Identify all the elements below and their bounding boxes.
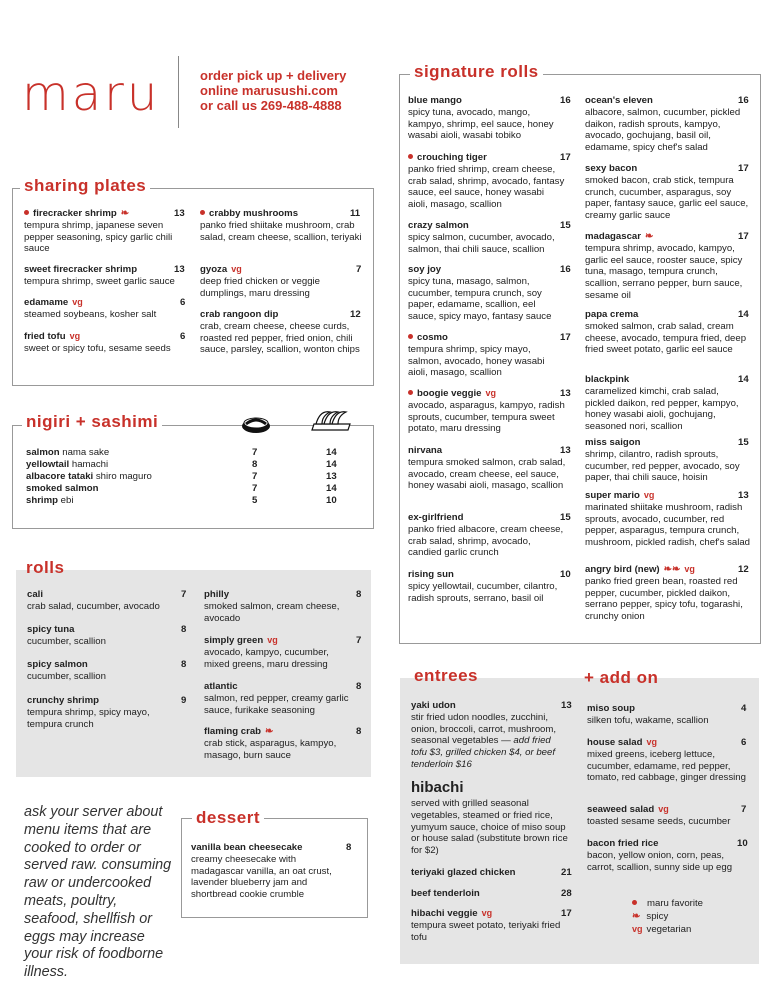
hibachi-title: hibachi — [411, 779, 464, 796]
legend-favorite: maru favorite — [632, 897, 703, 910]
vegetarian-icon: vg — [632, 924, 643, 934]
nigiri-price: 8 — [252, 459, 258, 470]
menu-item: bacon fried rice bacon, yellow onion, corn, peas, carrot, scallion, sunny side up egg 10 — [587, 838, 748, 873]
menu-item: crabby mushrooms panko fried shiitake mushroom, crab salad, cream cheese, scallion, teriyaki 11 — [200, 208, 362, 243]
contact-block — [200, 68, 346, 113]
menu-item: blackpink caramelized kimchi, crab salad, pickled daikon, red pepper, kampyo, honey wasabi aioli, gochujang, seasoned nori, scallion 14 — [585, 374, 749, 433]
menu-item: beef tenderloin 28 — [411, 888, 572, 899]
header-divider — [178, 56, 179, 128]
vegetarian-icon: vg — [69, 331, 81, 341]
nigiri-row: smoked salmon — [26, 483, 99, 494]
sashimi-price: 14 — [326, 447, 337, 458]
favorite-dot-icon — [408, 390, 413, 395]
menu-item: crouching tiger panko fried shrimp, cream cheese, crab salad, shrimp, avocado, fantasy sauce, eel sauce, honey wasabi aioli, masago, scallion 17 — [408, 152, 571, 211]
menu-item: teriyaki glazed chicken 21 — [411, 867, 572, 878]
sashimi-price: 14 — [326, 459, 337, 470]
menu-item: super mario vg marinated shiitake mushroom, radish sprouts, avocado, cucumber, red pepper, asparagus, tempura crunch, mushroom, pickled radish, chef's salad 13 — [585, 490, 751, 549]
favorite-dot-icon — [408, 334, 413, 339]
sashimi-price: 14 — [326, 483, 337, 494]
contact-line-online[interactable]: online marusushi.com — [200, 83, 338, 98]
menu-item: miso soup silken tofu, wakame, scallion 4 — [587, 703, 747, 726]
favorite-dot-icon — [408, 154, 413, 159]
menu-item: yaki udon stir fried udon noodles, zucchini, onion, broccoli, carrot, mushroom, seasonal vegetables — add fried tofu $3, grilled chicken $4, or beef tenderloin $16 13 — [411, 700, 572, 770]
chili-icon: ❧ — [645, 231, 654, 242]
menu-item: gyoza vg deep fried chicken or veggie dumplings, maru dressing 7 — [200, 264, 362, 299]
chili-icon: ❧ — [120, 208, 130, 219]
menu-item: hibachi veggie vg tempura sweet potato, teriyaki fried tofu 17 — [411, 908, 572, 943]
menu-item: sexy bacon smoked bacon, crab stick, tempura crunch, cucumber, asparagus, soy paper, fantasy sauce, garlic eel sauce, creamy garlic sauce 17 — [585, 163, 749, 222]
menu-item: house salad vg mixed greens, iceberg lettuce, cucumber, edamame, red pepper, tomato, red cabbage, ginger dressing 6 — [587, 737, 747, 784]
vegetarian-icon: vg — [267, 635, 278, 645]
legend-vegetarian: vg vegetarian — [632, 924, 692, 935]
nigiri-price: 5 — [252, 495, 258, 506]
sharing-plates-title: sharing plates — [20, 176, 150, 196]
maru-logo: maru — [22, 66, 161, 122]
menu-item: sweet firecracker shrimp tempura shrimp, sweet garlic sauce 13 — [24, 264, 185, 287]
nigiri-row: yellowtail hamachi — [26, 459, 109, 470]
menu-item: crunchy shrimp tempura shrimp, spicy mayo, tempura crunch 9 — [27, 695, 187, 730]
addon-title: + add on — [584, 668, 659, 687]
vegetarian-icon: vg — [231, 264, 242, 274]
nigiri-row: albacore tataki shiro maguro — [26, 471, 152, 482]
menu-item: seaweed salad vg toasted sesame seeds, cucumber 7 — [587, 804, 747, 827]
sashimi-price: 13 — [326, 471, 337, 482]
favorite-dot-icon — [200, 210, 205, 215]
menu-item: cosmo tempura shrimp, spicy mayo, salmon, avocado, honey wasabi aioli, masago, scallion 17 — [408, 332, 571, 379]
menu-item: simply green vg avocado, kampyo, cucumber, mixed greens, maru dressing 7 — [204, 635, 362, 670]
favorite-dot-icon — [632, 900, 637, 905]
sashimi-icon — [308, 406, 354, 434]
menu-item: papa crema smoked salmon, crab salad, cream cheese, avocado, tempura fried, deep fried sweet potato, garlic eel sauce 14 — [585, 309, 749, 356]
menu-item: nirvana tempura smoked salmon, crab salad, avocado, cream cheese, eel sauce, honey wasabi aioli, masago, scallion 13 — [408, 445, 571, 492]
menu-item: fried tofu vg sweet or spicy tofu, sesame seeds 6 — [24, 331, 186, 354]
nigiri-row: shrimp ebi — [26, 495, 74, 506]
chili-icon: ❧❧ — [663, 564, 681, 575]
rolls-title: rolls — [26, 558, 65, 577]
legend-spicy: ❧ spicy — [632, 911, 669, 922]
contact-line-pickup: order pick up + delivery — [200, 68, 347, 83]
vegetarian-icon: vg — [72, 297, 83, 307]
menu-item: miss saigon shrimp, cilantro, radish sprouts, cucumber, red pepper, avocado, soy paper, thai chili sauce, hoisin 15 — [585, 437, 749, 484]
nigiri-price: 7 — [252, 483, 258, 494]
vegetarian-icon: vg — [485, 388, 497, 398]
nigiri-price: 7 — [252, 471, 258, 482]
menu-item: ex-girlfriend panko fried albacore, cream cheese, crab salad, shrimp, avocado, candied garlic crunch 15 — [408, 512, 571, 559]
menu-item: flaming crab ❧ crab stick, asparagus, kampyo, masago, burn sauce 8 — [204, 726, 362, 761]
menu-item: madagascar ❧ tempura shrimp, avocado, kampyo, garlic eel sauce, rooster sauce, spicy tuna, masago, tempura crunch, scallion, serrano pepper, burn sauce, sesame oil 17 — [585, 231, 749, 301]
menu-item: philly smoked salmon, cream cheese, avocado 8 — [204, 589, 362, 624]
hibachi-description: served with grilled seasonal vegetables, steamed or fried rice, yumyum sauce, choice of miso soup or house salad (substitute brown rice for $2) — [411, 798, 568, 857]
menu-item: edamame vg steamed soybeans, kosher salt 6 — [24, 297, 186, 320]
chili-icon: ❧ — [265, 726, 274, 737]
food-safety-notice: ask your server about menu items that are cooked to order or served raw. consuming raw or undercooked meats, poultry, seafood, shellfish or eggs may increase your risk of foodborne illness. — [24, 804, 172, 981]
menu-item: blue mango spicy tuna, avocado, mango, kampyo, shrimp, eel sauce, honey wasabi aioli, wasabi tobiko 16 — [408, 95, 571, 142]
signature-rolls-title: signature rolls — [410, 62, 543, 82]
menu-item: soy joy spicy tuna, masago, salmon, cucumber, tempura crunch, soy paper, edamame, scallion, eel sauce, spicy mayo, fantasy sauce 16 — [408, 264, 571, 323]
contact-line-phone[interactable]: or call us 269-488-4888 — [200, 98, 342, 113]
menu-item: spicy tuna cucumber, scallion 8 — [27, 624, 187, 647]
nigiri-price: 7 — [252, 447, 258, 458]
menu-item: firecracker shrimp ❧ tempura shrimp, japanese seven pepper seasoning, spicy garlic chili sauce 13 — [24, 208, 185, 255]
favorite-dot-icon — [24, 210, 29, 215]
vegetarian-icon: vg — [684, 564, 695, 574]
menu-item: atlantic salmon, red pepper, creamy garlic sauce, furikake seasoning 8 — [204, 681, 362, 716]
menu-item: rising sun spicy yellowtail, cucumber, cilantro, radish sprouts, serrano, basil oil 10 — [408, 569, 571, 604]
vegetarian-icon: vg — [481, 908, 493, 918]
menu-item: ocean's eleven albacore, salmon, cucumber, pickled daikon, radish sprouts, kampyo, avocado, gochujang, basil oil, edamame, spicy chef's salad 16 — [585, 95, 749, 154]
menu-item: crazy salmon spicy salmon, cucumber, avocado, salmon, thai chili sauce, scallion 15 — [408, 220, 571, 255]
vegetarian-icon: vg — [658, 804, 669, 814]
menu-item: crab rangoon dip crab, cream cheese, cheese curds, roasted red pepper, fried onion, chili sauce, parsley, scallion, wonton chips 12 — [200, 309, 361, 356]
menu-item: cali crab salad, cucumber, avocado 7 — [27, 589, 187, 612]
nigiri-icon — [240, 412, 272, 436]
nigiri-title: nigiri + sashimi — [22, 412, 162, 432]
menu-item: boogie veggie vg avocado, asparagus, kampyo, radish sprouts, cucumber, tempura sweet potato, maru dressing 13 — [408, 388, 571, 435]
vegetarian-icon: vg — [643, 490, 655, 500]
entrees-title: entrees — [414, 666, 478, 685]
legend — [632, 897, 703, 936]
menu-item: vanilla bean cheesecake creamy cheesecake with madagascar vanilla, an oat crust, lavender blueberry jam and shortbread cookie crumble 8 — [191, 842, 352, 901]
dessert-title: dessert — [192, 808, 264, 828]
menu-item: angry bird (new) ❧❧ vg panko fried green bean, roasted red pepper, cucumber, pickled daikon, serrano pepper, spicy tofu, togarashi, crunchy onion 12 — [585, 564, 749, 623]
menu-item: spicy salmon cucumber, scallion 8 — [27, 659, 187, 682]
chili-icon: ❧ — [632, 911, 641, 922]
vegetarian-icon: vg — [646, 737, 657, 747]
nigiri-row: salmon nama sake — [26, 447, 110, 458]
sashimi-price: 10 — [326, 495, 337, 506]
